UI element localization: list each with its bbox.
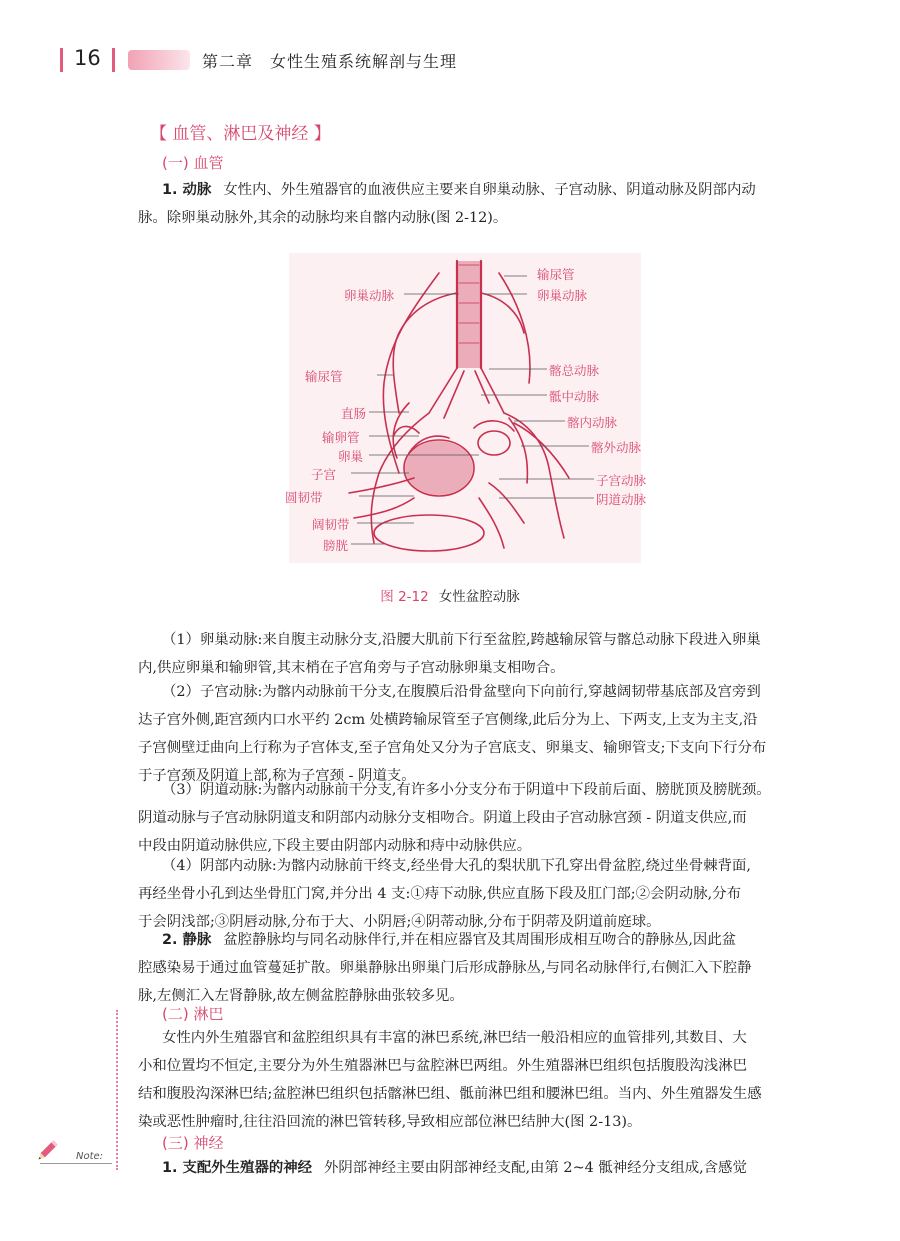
label-round-ligament: 圆韧带 [285, 490, 323, 505]
label-internal-iliac: 髂内动脉 [567, 415, 618, 430]
p2-line-2: 达子宫外侧,距宫颈内口水平约 2cm 处横跨输尿管至子宫侧缘,此后分为上、下两支,上支为主支,沿 [138, 712, 758, 728]
paragraph-ovarian-artery [138, 626, 838, 682]
lymph-line-4: 染或恶性肿瘤时,往往沿回流的淋巴管转移,导致相应部位淋巴结肿大(图 2-13)。 [138, 1114, 642, 1130]
label-ovarian-artery-right: 卵巢动脉 [344, 288, 395, 303]
veins-line-2: 腔感染易于通过血管蔓延扩散。卵巢静脉出卵巢门后形成静脉丛,与同名动脉伴行,右侧汇入下腔静 [138, 960, 752, 976]
paragraph-vaginal-artery [138, 776, 838, 860]
subsection-heading-nerve: (三) 神经 [162, 1134, 224, 1152]
label-rectum: 直肠 [341, 406, 367, 421]
p3-line-2: 阴道动脉与子宫动脉阴道支和阴部内动脉分支相吻合。阴道上段由子宫动脉宫颈 - 阴道支供应,而 [138, 810, 747, 826]
pencil-icon [34, 1138, 60, 1164]
p2-line-1: （2）子宫动脉:为髂内动脉前干分支,在腹膜后沿骨盆壁向下向前行,穿越阔韧带基底部及宫旁到 [162, 684, 761, 700]
paragraph-uterine-artery [138, 678, 838, 790]
label-external-iliac: 髂外动脉 [591, 440, 642, 455]
p4-line-2: 再经坐骨小孔到达坐骨肛门窝,并分出 4 支:①痔下动脉,供应直肠下段及肛门部;②会阴动脉,分布 [138, 886, 741, 902]
p4-line-1: （4）阴部内动脉:为髂内动脉前干终支,经坐骨大孔的梨状肌下孔穿出骨盆腔,绕过坐骨棘背面, [162, 858, 751, 874]
label-bladder: 膀胱 [323, 538, 349, 553]
figure-caption [0, 585, 900, 605]
label-broad-ligament: 阔韧带 [312, 517, 350, 532]
page-number: 16 [74, 46, 101, 70]
chapter-title: 第二章 女性生殖系统解剖与生理 [202, 52, 458, 71]
label-ureter-top: 输尿管 [537, 267, 575, 282]
arteries-text-1: 女性内、外生殖器官的血液供应主要来自卵巢动脉、子宫动脉、阴道动脉及阴部内动 [223, 182, 756, 198]
arteries-label: 1. 动脉 [162, 182, 212, 198]
p3-line-1: （3）阴道动脉:为髂内动脉前干分支,有许多小分支分布于阴道中下段前后面、膀胱顶及膀胱颈。 [162, 782, 771, 798]
veins-paragraph [138, 926, 838, 1010]
p2-line-4: 于子宫颈及阴道上部,称为子宫颈 - 阴道支。 [138, 768, 416, 784]
subsection-heading-lymph: (二) 淋巴 [162, 1005, 224, 1023]
figure-caption-text: 女性盆腔动脉 [438, 589, 520, 605]
label-uterus: 子宫 [311, 467, 337, 482]
header-accent-bar [60, 48, 63, 72]
lymph-line-3: 结和腹股沟深淋巴结;盆腔淋巴组织包括髂淋巴组、骶前淋巴组和腰淋巴组。当内、外生殖器发生感 [138, 1086, 762, 1102]
label-vaginal-artery: 阴道动脉 [596, 492, 647, 507]
label-ovary: 卵巢 [338, 449, 364, 464]
arteries-paragraph [138, 176, 838, 232]
lymph-paragraph [138, 1024, 838, 1136]
label-common-iliac: 髂总动脉 [549, 363, 600, 378]
p4-line-3: 于会阴浅部;③阴唇动脉,分布于大、小阴唇;④阴蒂动脉,分布于阴蒂及阴道前庭球。 [138, 914, 661, 930]
lymph-line-1: 女性内外生殖器官和盆腔组织具有丰富的淋巴系统,淋巴结一般沿相应的血管排列,其数目、大 [162, 1030, 747, 1046]
p3-line-3: 中段由阴道动脉供应,下段主要由阴部内动脉和痔中动脉供应。 [138, 838, 532, 854]
note-label: Note: [76, 1151, 104, 1162]
arteries-text-2: 脉。除卵巢动脉外,其余的动脉均来自髂内动脉(图 2-12)。 [138, 210, 508, 226]
p1-line-2: 内,供应卵巢和输卵管,其末梢在子宫角旁与子宫动脉卵巢支相吻合。 [138, 660, 565, 676]
paragraph-internal-pudendal-artery [138, 852, 838, 936]
veins-line-3: 脉,左侧汇入左肾静脉,故左侧盆腔静脉曲张较多见。 [138, 988, 464, 1004]
section-title: 【 血管、淋巴及神经 】 [150, 124, 331, 144]
header-divider-bar [112, 48, 115, 72]
p1-line-1: （1）卵巢动脉:来自腹主动脉分支,沿腰大肌前下行至盆腔,跨越输尿管与髂总动脉下段进入卵巢 [162, 632, 761, 648]
veins-label: 2. 静脉 [162, 932, 212, 948]
header-decoration-pill [128, 50, 190, 70]
margin-dotted-line [116, 1010, 118, 1170]
note-underline [40, 1163, 112, 1164]
label-uterine-artery: 子宫动脉 [596, 473, 647, 488]
label-ovarian-artery-left: 卵巢动脉 [537, 288, 588, 303]
nerve-label: 1. 支配外生殖器的神经 [162, 1160, 313, 1176]
nerve-line-1: 外阴部神经主要由阴部神经支配,由第 2~4 骶神经分支组成,含感觉 [324, 1160, 747, 1176]
label-fallopian-tube: 输卵管 [322, 430, 360, 445]
p2-line-3: 子宫侧壁迂曲向上行称为子宫体支,至子宫角处又分为子宫底支、卵巢支、输卵管支;下支向下行分布 [138, 740, 767, 756]
label-ureter-left: 输尿管 [305, 369, 343, 384]
label-median-sacral: 骶中动脉 [549, 389, 600, 404]
nerve-paragraph [138, 1154, 838, 1182]
figure-caption-number: 图 2-12 [380, 589, 429, 605]
subsection-heading-vessels: (一) 血管 [162, 154, 224, 172]
veins-line-1: 盆腔静脉均与同名动脉伴行,并在相应器官及其周围形成相互吻合的静脉丛,因此盆 [223, 932, 737, 948]
lymph-line-2: 小和位置均不恒定,主要分为外生殖器淋巴与盆腔淋巴两组。外生殖器淋巴组织包括腹股沟浅淋巴 [138, 1058, 747, 1074]
